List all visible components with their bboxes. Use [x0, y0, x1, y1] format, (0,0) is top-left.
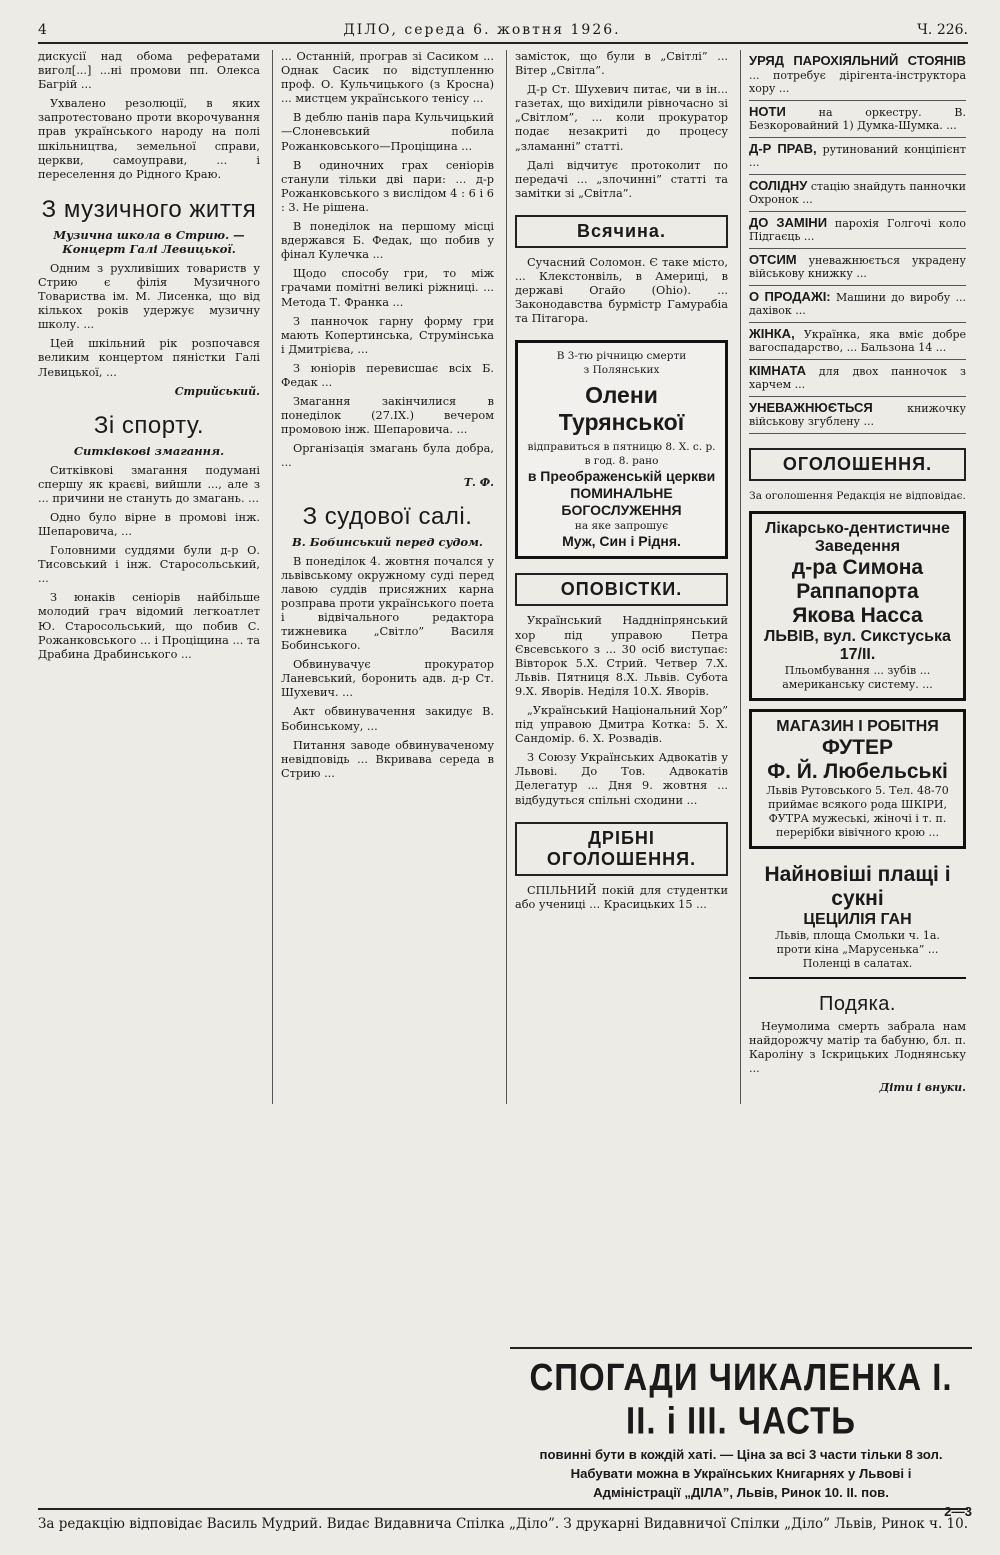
classified-ad — [749, 249, 966, 286]
ad-line: проти кіна „Марусенька” ... — [776, 942, 939, 956]
ads-section-title: ОГОЛОШЕННЯ. — [749, 448, 966, 481]
classified-ad — [749, 138, 966, 175]
classified-text: на оркестру. В. Безкоровайний 1) Думка-Шумка. ... — [749, 105, 966, 132]
classified-ad — [749, 360, 966, 397]
book-ad-line: повинні бути в кождій хаті. — Ціна за всі 3 части тільки 8 зол. — [539, 1447, 943, 1462]
thanks-title: Подяка. — [819, 992, 896, 1015]
page-footer — [38, 1508, 968, 1532]
article-text: Акт обвинувачення закидує В. Бобинському, ... — [281, 705, 494, 733]
memorial-name: Олени Турянської — [558, 382, 685, 436]
classified-lead: Д-Р ПРАВ, — [749, 140, 817, 156]
book-ad-line: Адміністрації „ДІЛА”, Львів, Ринок 10. ІІ. пов. — [593, 1485, 889, 1500]
memorial-notice — [515, 340, 728, 559]
court-article-subtitle: В. Бобинський перед судом. — [292, 534, 483, 549]
column-3 — [506, 50, 728, 1104]
classified-lead: СОЛІДНУ — [749, 177, 808, 193]
classified-ad — [749, 50, 966, 101]
dentist-ad — [749, 511, 966, 701]
memorial-line: з Полянських — [583, 364, 660, 377]
article-text: замісток, що були в „Світлі” ... Вітер „Світла”. — [515, 50, 728, 78]
memorial-line: В 3-тю річницю смерти — [556, 350, 687, 363]
article-text: СПІЛЬНИЙ покій для студентки або учениці ... Красицьких 15 ... — [515, 883, 728, 911]
classified-text: Машини до виробу ... дахівок ... — [749, 290, 966, 317]
article-text: Ухвалено резолюції, в яких запротестовано проти вкорочування прав українського народу на полі шкільництва, земельної справи, церкви, самоуправи, ... і переселення до Рідного Краю. — [38, 97, 260, 181]
article-text: Д-р Ст. Шухевич питає, чи в ін... газетах, що вихідили рівночасно зі „Світлом”, ... коли прокуратор подає незакриті до процесу „зламанні” статті. — [515, 83, 728, 153]
classified-lead: ДО ЗАМІНИ — [749, 214, 828, 230]
column-4 — [740, 50, 966, 1104]
article-text: В деблю панів пара Кульчицький—Слоневський побила Рожанковського—Проціщина ... — [281, 111, 494, 153]
ad-line: д-ра Симона Раппапорта — [791, 555, 924, 603]
ad-line: Найновіші плащі і сукні — [764, 862, 951, 910]
page-number: 4 — [38, 22, 47, 38]
classified-ad — [749, 397, 966, 434]
ad-line: ЛЬВІВ, вул. Сикстуська 17/ІІ. — [764, 627, 951, 663]
article-text: Ситківкові змагання подумані спершу як краєві, вийшли ..., але з ... причини не стануть до змагань. ... — [38, 463, 260, 505]
music-article-subtitle: Музична школа в Стрию. — Концерт Галі Левицької. — [53, 227, 245, 256]
ad-line: приймає всякого рода ШКІРИ, — [768, 797, 947, 811]
article-text: З юніорів перевисшає всіх Б. Федак ... — [281, 361, 494, 389]
issue-number: Ч. 226. — [917, 22, 968, 38]
ad-line: Львів Рутовського 5. Тел. 48-70 — [766, 783, 949, 797]
book-advertisement — [510, 1347, 972, 1521]
memorial-line: в Преображенській церкви — [527, 468, 716, 485]
ad-line: Ф. Й. Любельські — [767, 759, 948, 783]
footer-publisher: Видає Видавнича Спілка „Діло”. — [326, 1516, 560, 1532]
court-section-title: З судової салі. — [302, 502, 473, 530]
article-text: З Союзу Українських Адвокатів у Львові. До Тов. Адвокатів Делегатур ... Дня 9. жовтня ... відбудуться спільні сходини ... — [515, 751, 728, 807]
classified-ad — [749, 286, 966, 323]
classified-lead: ЖІНКА, — [749, 325, 795, 341]
small-ads-section-title: ДРІБНІ ОГОЛОШЕННЯ. — [515, 822, 728, 876]
classified-text: для двох панночок з харчем ... — [749, 364, 966, 391]
book-ad-headline: СПОГАДИ ЧИКАЛЕНКА І. ІІ. і ІІІ. ЧАСТЬ — [529, 1355, 953, 1442]
classified-text: ... потребує дірігента-інструктора хору ... — [749, 68, 966, 95]
ads-disclaimer: За оголошення Редакція не відповідає. — [749, 489, 966, 502]
ad-line: ЦЕЦИЛІЯ ГАН — [803, 910, 912, 928]
classified-lead: ОТСИМ — [749, 251, 797, 267]
article-text: Організація змагань була добра, ... — [281, 442, 494, 470]
article-text: З юнаків сеніорів найбільше молодий грач відомий легкоатлет Ю. Старосольський, що побив С. Рожанковського ... і Проціщина ... та Драбина Драбинського ... — [38, 591, 260, 661]
thanks-signature: Діти і внуки. — [879, 1080, 966, 1094]
ad-line: Якова Насса — [792, 603, 923, 627]
sport-section-title: Зі спорту. — [93, 411, 205, 439]
article-text: В понеділок 4. жовтня почался у львівському окружному суді перед лавою суддів присяжних карна розправа проти українського поета і відвічального редактора тижневика „Світло” Василя Бобинського. — [281, 554, 494, 653]
article-text: Український Наддніпрянський хор під управою Петра Євсевського з ... 30 осіб виступає: Вівторок 5.Х. Стрий. Четвер 7.Х. Львів. Пятниця 8.Х. Львів. Субота 9.Х. Яворів. Неділя 10.Х. Яворів. — [515, 614, 728, 698]
ad-line: Поленці в салатах. — [802, 956, 913, 970]
ad-line: МАГАЗИН І РОБІТНЯ — [776, 717, 939, 735]
miscellany-section-title: Всячина. — [515, 215, 728, 248]
classified-lead: УРЯД ПАРОХІЯЛЬНИЙ СТОЯНІВ — [749, 53, 966, 68]
notices-section-title: ОПОВІСТКИ. — [515, 573, 728, 606]
classified-text: Українка, яка вміє добре вагоспадарство, ... Бальзона 14 ... — [749, 327, 966, 354]
memorial-line: в год. 8. рано — [584, 455, 659, 468]
article-text: Головними суддями були д-р О. Тисовський і інж. Старосольський, ... — [38, 544, 260, 586]
article-text: Цей шкільний рік розпочався великим концертом пяністки Галі Левицької, ... — [38, 337, 260, 379]
ad-line: ФУТРА мужеські, жіночі і т. п. — [768, 811, 947, 825]
ad-line: Пльомбування ... зубів ... американську систему. ... — [782, 663, 933, 691]
article-text: ... Останній, програв зі Сасиком ... Однак Сасик по відступленню проф. О. Кульчицького (з Кросна) ... мистцем українського тенісу ... — [281, 50, 494, 106]
classified-text: рутинований конціпієнт ... — [749, 142, 966, 169]
thanks-text: Неумолима смерть забрала нам найдорожчу матір та бабуню, бл. п. Кароліну з Іскрицьких Лоднянську ... — [749, 1019, 966, 1075]
article-text: „Український Національний Хор” під управою Дмитра Котка: 5. Х. Сандомір. 6. Х. Розвадів. — [515, 703, 728, 746]
memorial-line: ПОМИНАЛЬНЕ БОГОСЛУЖЕННЯ — [561, 485, 682, 519]
ad-line: Львів, площа Смольки ч. 1а. — [775, 928, 940, 942]
classified-lead: О ПРОДАЖІ: — [749, 288, 831, 304]
fur-shop-ad — [749, 709, 966, 849]
classified-lead: УНЕВАЖНЮЄТЬСЯ — [749, 399, 873, 415]
ad-line: ФУТЕР — [821, 735, 894, 759]
article-text: Обвинувачує прокуратор Ланевський, боронить адв. д-р Ст. Шухевич. ... — [281, 658, 494, 700]
column-1 — [38, 50, 260, 1104]
article-text: Далі відчитує протоколит по передачі ... „злочинні” статті та замітки зі „Світла”. — [515, 158, 728, 200]
memorial-line: на яке запрошує — [574, 520, 669, 533]
column-2 — [272, 50, 494, 1104]
ad-line: перерібки вівічного крою ... — [776, 825, 939, 839]
book-ad-line: Набувати можна в Українських Книгарнях у Львові і — [570, 1466, 912, 1481]
music-section-title: З музичного життя — [41, 195, 257, 223]
newspaper-title-date: ДІЛО, середа 6. жовтня 1926. — [343, 22, 621, 38]
footer-editor: За редакцію відповідає Василь Мудрий. — [38, 1516, 323, 1532]
classified-text: уневажнюється украдену військову книжку ... — [749, 253, 966, 280]
article-text: Щодо способу гри, то між грачами помітні великі ріжниці. ... Метода Т. Франка ... — [281, 267, 494, 309]
sport-article-subtitle: Ситківкові змагання. — [73, 443, 225, 458]
memorial-line: відправиться в пятницю 8. Х. с. р. — [527, 441, 716, 454]
coats-ad — [749, 857, 966, 979]
article-text: дискусії над обома рефератами вигол[...] ...ні промови пп. Олекса Багрій ... — [38, 50, 260, 92]
article-text: З панночок гарну форму гри мають Копертинська, Струмінська і Дмитрієва, ... — [281, 314, 494, 356]
article-text: Одно було вірне в промові інж. Шепаровича, ... — [38, 510, 260, 538]
classified-ad — [749, 175, 966, 212]
article-text: В одиночних грах сеніорів станули тільки дві пари: ... д-р Рожанковського з вислідом 4 : 6 і 6 : 3. Не рішена. — [281, 158, 494, 214]
classified-text: парохія Голгочі коло Підгаєць ... — [749, 216, 966, 243]
memorial-line: Муж, Син і Рідня. — [562, 533, 681, 550]
masthead — [38, 22, 968, 44]
classified-ad — [749, 101, 966, 138]
footer-printer: З друкарні Видавничої Спілки „Діло” Львів, Ринок ч. 10. — [563, 1516, 968, 1532]
classified-text: стацію знайдуть панночки Охронок ... — [749, 179, 966, 206]
article-text: Питання заводе обвинуваченому невідповідь ... Вкривава середа в Стрию ... — [281, 738, 494, 780]
classified-lead: НОТИ — [749, 103, 786, 119]
article-signature: Т. Ф. — [463, 475, 494, 489]
article-text: В понеділок на першому місці вдержався Б. Федак, що побив у фінал Кулечка ... — [281, 220, 494, 262]
classified-lead: КІМНАТА — [749, 362, 807, 378]
article-text: Сучасний Соломон. Є таке місто, ... Клекстонвіль, в Америці, в державі Огайо (Ohio). ... Законодавства бурмістр Гамурабіа та Пітагора. — [515, 255, 728, 326]
ad-line: Лікарсько-дентистичне Заведення — [765, 519, 950, 555]
article-text: Одним з рухливіших товариств у Стрию є філія Музичного Товариства ім. М. Лисенка, що від кількох років удержує музичну школу. ... — [38, 261, 260, 332]
classified-ad — [749, 212, 966, 249]
book-ad-code: 2—3 — [944, 1504, 972, 1519]
classified-ad — [749, 323, 966, 360]
article-signature: Стрийський. — [174, 384, 260, 398]
classified-text: книжочку військову згублену ... — [749, 401, 966, 428]
columns — [38, 50, 968, 1104]
article-text: Змагання закінчилися в понеділок (27.IX.) вечером промовою інж. Шепаровича. ... — [281, 395, 494, 437]
